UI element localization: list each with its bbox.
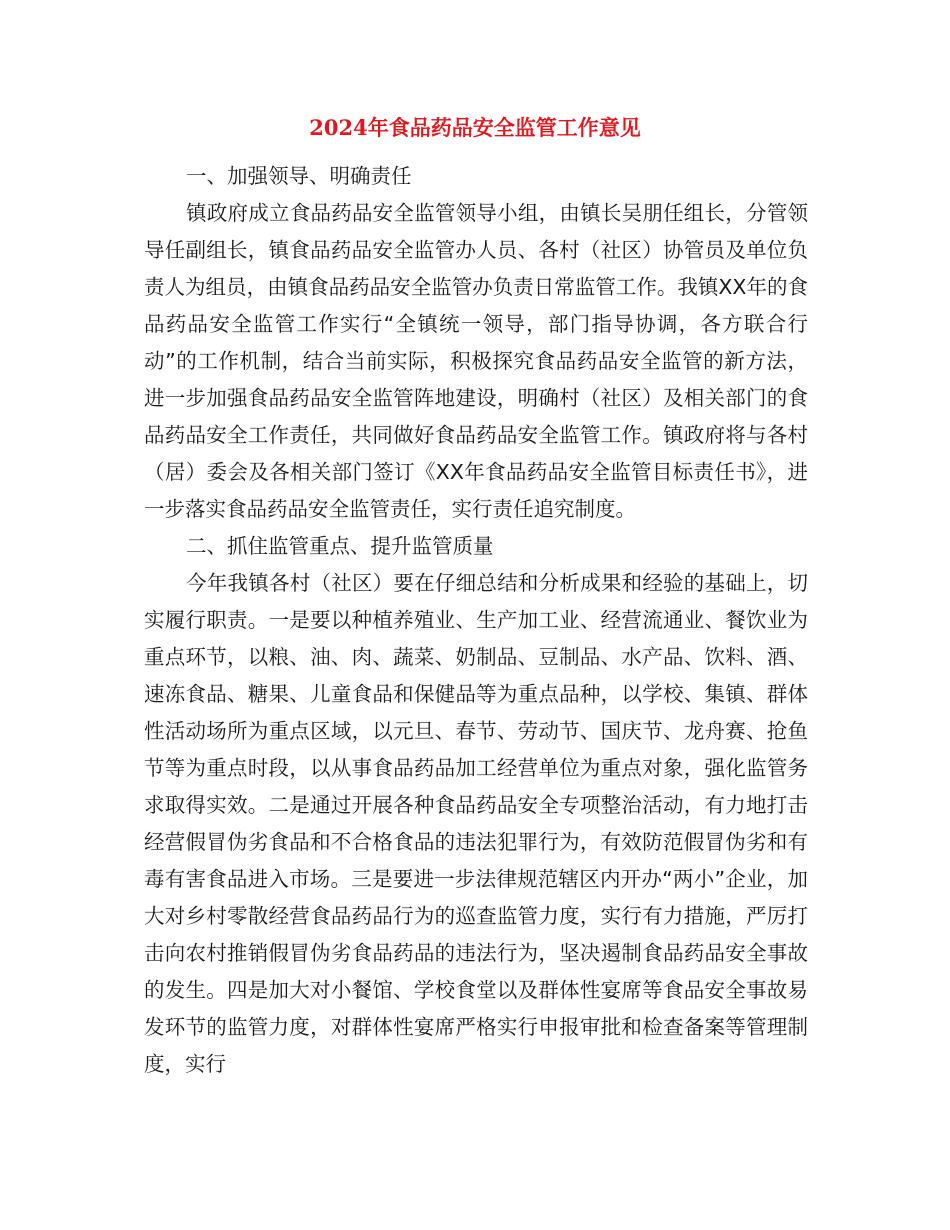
document-title: 2024年食品药品安全监管工作意见 [309, 115, 641, 140]
document-body [144, 158, 808, 1083]
body-paragraph-1: 镇政府成立食品药品安全监管领导小组，由镇长吴朋任组长，分管领导任副组长，镇食品药品安全监管办人员、各村（社区）协管员及单位负责人为组员，由镇食品药品安全监管办负责日常监管工作。我镇XX年的食品药品安全监管工作实行“全镇统一领导，部门指导协调，各方联合行动”的工作机制，结合当前实际，积极探究食品药品安全监管的新方法，进一步加强食品药品安全监管阵地建设，明确村（社区）及相关部门的食品药品安全工作责任，共同做好食品药品安全监管工作。镇政府将与各村（居）委会及各相关部门签订《XX年食品药品安全监管目标责任书》，进一步落实食品药品安全监管责任，实行责任追究制度。 [144, 201, 808, 521]
section-heading-2: 二、抓住监管重点、提升监管质量 [186, 534, 494, 558]
body-paragraph-2: 今年我镇各村（社区）要在仔细总结和分析成果和经验的基础上，切实履行职责。一是要以种植养殖业、生产加工业、经营流通业、餐饮业为重点环节，以粮、油、肉、蔬菜、奶制品、豆制品、水产品、饮料、酒、速冻食品、糖果、儿童食品和保健品等为重点品种，以学校、集镇、群体性活动场所为重点区域，以元旦、春节、劳动节、国庆节、龙舟赛、抢鱼节等为重点时段，以从事食品药品加工经营单位为重点对象，强化监管务求取得实效。二是通过开展各种食品药品安全专项整治活动，有力地打击经营假冒伪劣食品和不合格食品的违法犯罪行为，有效防范假冒伪劣和有毒有害食品进入市场。三是要进一步法律规范辖区内开办“两小”企业，加大对乡村零散经营食品药品行为的巡查监管力度，实行有力措施，严厉打击向农村推销假冒伪劣食品药品的违法行为，坚决遏制食品药品安全事故的发生。四是加大对小餐馆、学校食堂以及群体性宴席等食品安全事故易发环节的监管力度，对群体性宴席严格实行申报审批和检查备案等管理制度，实行 [144, 571, 808, 1076]
section-heading-1: 一、加强领导、明确责任 [186, 164, 412, 188]
